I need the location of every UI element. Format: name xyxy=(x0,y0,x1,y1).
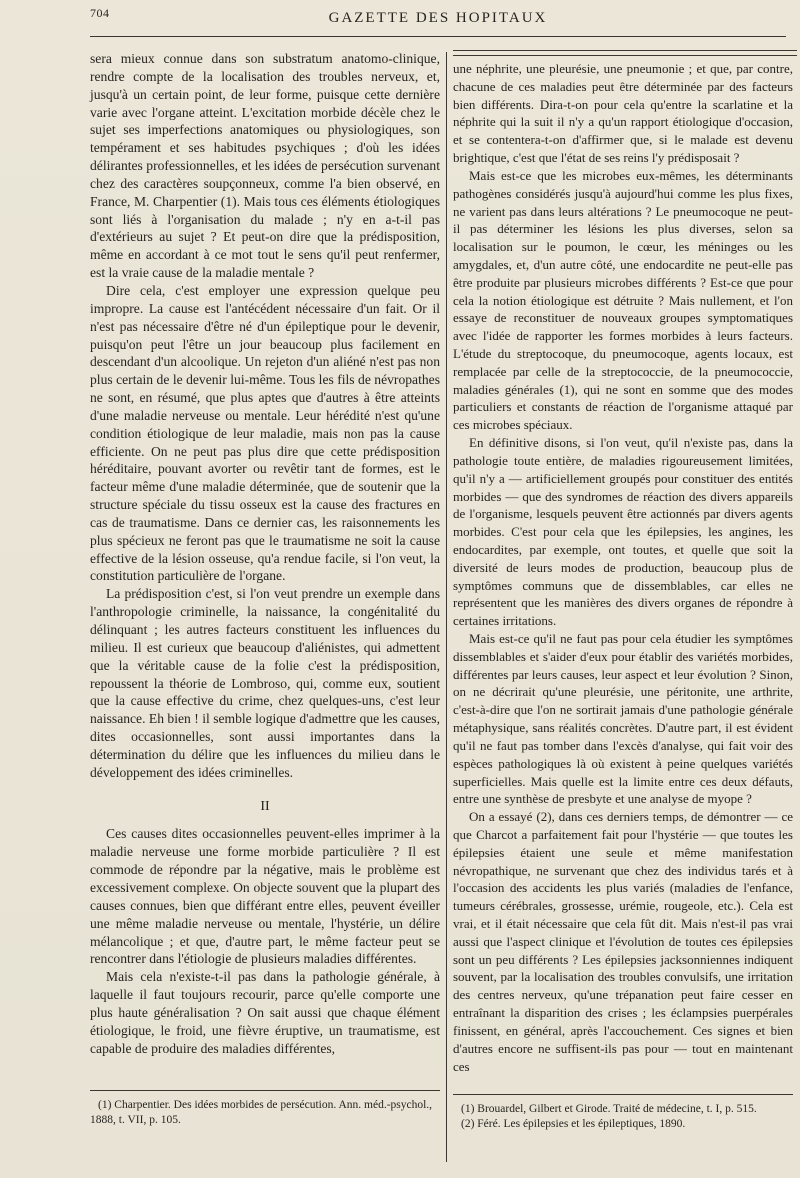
paragraph: En définitive disons, si l'on veut, qu'il n'existe pas, dans la pathologie toute entière, de maladies rigoureusement limitées, qu'il n'y a — artificiellement groupés pour constituer des entités morbides — que des syndromes de réaction des divers appareils de l'organisme, lesquels peuvent être actionnés par divers agents morbides. C'est pour cela que les épilepsies, les angines, les endocardites, par exemple, ont toutes, et quelle que soit la diversité de leurs modes de production, beaucoup plus de symptômes communs que de dissemblables, car elles ne représentent que les manières des divers organes de répondre à certaines irritations. xyxy=(453,435,793,629)
section-numeral: II xyxy=(260,798,270,814)
paragraph: Dire cela, c'est employer une expression quelque peu impropre. La cause est l'antécédent nécessaire d'un fait. Or il n'est pas nécessaire d'être né d'un épileptique pour le devenir, puisqu'on peut l'être un jour beaucoup plus facilement en descendant d'un alcoolique. Un rejeton d'un aliéné n'est pas non plus certain de le devenir lui-même. Tous les fils de névropathes ne sont, en résumé, que plus aptes que d'autres à être atteints d'une maladie nerveuse ou mentale. Leur hérédité n'est qu'une condition étiologique de leur maladie, mais non pas la cause efficiente. On ne peut pas plus dire que cette prédisposition héréditaire, pouvant avorter ou revêtir tant de formes, est le facteur même d'une maladie déterminée, que de soutenir que la structure spéciale du tissu osseux est la cause des fractures en cas de traumatisme. Dans ce dernier cas, les raisonnements les plus spécieux ne feront pas que le traumatisme ne soit la cause effective de la lésion osseuse, qu'a rendue facile, si l'on veut, la constitution particulière de l'organe. xyxy=(90,282,440,584)
paragraph: sera mieux connue dans son substratum anatomo-clinique, rendre compte de la localisation des troubles nerveux, et, jusqu'à un certain point, de leur forme, puisque cette dernière varie avec l'organe atteint. L'excitation morbide décèle chez le sujet ses imperfections anatomiques ou physiologiques, son tempérament et ses habitudes psychiques ; d'où les idées délirantes professionnelles, et les idées de persécution survenant chez des caractères soupçonneux, comme l'a bien observé, en France, M. Charpentier (1). Mais tous ces éléments étiologiques sont liés à l'organisation du malade ; n'y en a-t-il pas d'extérieurs au sujet ? Et peut-on dire que la prédisposition, même en accordant à ce mot tout le sens qu'il peut renfermer, est la vraie cause de la maladie mentale ? xyxy=(90,51,440,281)
paragraph: Mais est-ce qu'il ne faut pas pour cela étudier les symptômes dissemblables et s'aider d'eux pour établir des variétés morbides, différentes par leurs causes, leur aspect et leur évolution ? Sinon, on ne décrirait qu'une pleurésie, une péritonite, une arthrite, c'est-à-dire que l'on ne sortirait jamais d'une pathologie générale métaphysique, sans réalités concrètes. D'autre part, il est évident qu'il ne faut pas tomber dans l'excès d'analyse, qui fait voir des espèces pathologiques là où existent à peine quelques variétés superficielles. Mais quelle est la limite entre ces deux défauts, entre une synthèse de presbyte et une analyse de myope ? xyxy=(453,631,793,807)
running-head: GAZETTE DES HOPITAUX xyxy=(328,10,548,26)
paragraph: Ces causes dites occasionnelles peuvent-elles imprimer à la maladie nerveuse une forme morbide particulière ? Il est commode de répondre par la négative, mais le problème est excessivement complexe. On objecte souvent que la plupart des causes connues, bien que différant entre elles, peuvent éveiller une même maladie nerveuse ou mentale, l'hystérie, un délire mélancolique ; et que, d'autre part, le même facteur peut se rencontrer dans l'étiologie de plusieurs maladies différentes. xyxy=(90,826,440,967)
footnote: (1) Brouardel, Gilbert et Girode. Traité de médecine, t. I, p. 515. xyxy=(461,1103,757,1115)
section-double-rule xyxy=(453,50,797,56)
paragraph: La prédisposition c'est, si l'on veut prendre un exemple dans l'anthropologie criminelle, la naissance, la congénitalité du délinquant ; les autres facteurs constituent les influences du milieu. Il est curieux que beaucoup d'aliénistes, qui admettent que la véritable cause de la folie c'est la prédisposition, repoussent la théorie de Lombroso, qui, comme eux, soutient que la cause effective du crime, chez quelques-uns, c'est leur naissance. Eh bien ! il semble logique d'admettre que les causes, dites occasionnelles, sont aussi importantes dans la détermination du délire que les influences du milieu dans le développement des idées criminelles. xyxy=(90,586,440,780)
paragraph: Mais est-ce que les microbes eux-mêmes, les déterminants pathogènes considérés jusqu'à aujourd'hui comme les plus fixes, ne varient pas dans leurs altérations ? Le pneumocoque ne peut-il pas déterminer les lésions les plus diverses, selon sa localisation sur le poumon, le cœur, les méninges ou les amygdales, et, d'un autre côté, une endocardite ne peut-elle pas être produite par plusieurs microbes différents ? Est-ce que pour cela la notion étiologique est détruite ? Mais nullement, et l'on essaye de reconstituer de nouveaux groupes symptomatiques avec l'idée de rapporter les formes morbides à leurs facteurs. L'étude du streptocoque, du pneumocoque, agents locaux, est remplacée par celle de la streptococcie, de la pneumococcie, maladies générales (1), qui ne sont en somme que des modes particuliers et constants de réaction de l'organisme attaqué par ces microbes spéciaux. xyxy=(453,167,793,433)
footnote-rule-right xyxy=(453,1094,793,1095)
page-header xyxy=(90,0,786,44)
right-column xyxy=(453,50,793,1075)
paragraph: Mais cela n'existe-t-il pas dans la pathologie générale, à laquelle il faut toujours recourir, parce qu'elle comporte une plus haute généralisation ? On sait aussi que chaque élément étiologique, le froid, une fièvre éruptive, un traumatisme, est capable de produire des maladies différentes, xyxy=(90,969,440,1056)
column-divider xyxy=(446,52,447,1162)
footnotes-left xyxy=(90,1098,440,1128)
footnotes-right xyxy=(453,1102,793,1132)
page-number: 704 xyxy=(90,6,110,20)
footnote: (2) Féré. Les épilepsies et les épileptiques, 1890. xyxy=(461,1118,686,1130)
footnote: (1) Charpentier. Des idées morbides de persécution. Ann. méd.-psychol., 1888, t. VII, p. 105. xyxy=(90,1099,433,1126)
footnote-rule-left xyxy=(90,1090,440,1091)
paragraph: On a essayé (2), dans ces derniers temps, de démontrer — ce que Charcot a parfaitement fait pour l'hystérie — que toutes les épilepsies étaient une seule et même manifestation névropathique, ne survenant que chez des individus tarés et à l'occasion des accidents les plus variés (maladies de l'enfance, tumeurs cérébrales, grossesse, urémie, rougeole, etc.). Cela est vrai, et il était nécessaire que cela fût dit. Mais n'est-il pas vrai aussi que l'aspect clinique et l'évolution de toutes ces épilepsies sont un peu différents ? Les épilepsies jacksonniennes indiquent souvent, par la localisation des troubles convulsifs, une irritation des centres nerveux, qu'une trépanation peut faire cesser en entraînant la disparition des crises ; les éclampsies puerpérales finissent, en général, après l'accouchement. Ces signes et bien d'autres encore ne suffisent-ils pas pour — tout en maintenant ces xyxy=(453,809,793,1074)
paragraph: une néphrite, une pleurésie, une pneumonie ; et que, par contre, chacune de ces maladies peut être déterminée par des facteurs bien différents. Dira-t-on pour cela qu'entre la scarlatine et la néphrite qui la suit il n'y a qu'un rapport étiologique d'occasion, et se contentera-t-on d'affirmer que, si le malade est devenu brightique, c'est que l'état de ses reins l'y prédisposait ? xyxy=(453,61,793,166)
left-column xyxy=(90,50,440,1057)
header-rule xyxy=(90,36,786,37)
